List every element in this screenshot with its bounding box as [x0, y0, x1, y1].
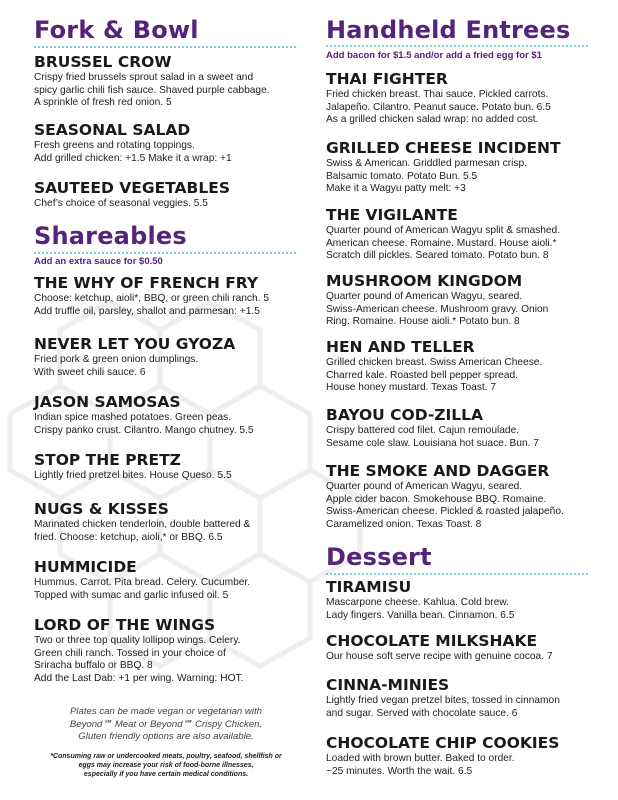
item-description: Crispy fried brussels sprout salad in a sweet and spicy garlic chili fish sauce. Shaved purple cabbage. A sprinkle of fresh red onion. 5	[34, 72, 270, 109]
handheld-note: Add bacon for $1.5 and/or add a fried egg for $1	[326, 50, 542, 61]
menu-item	[34, 53, 270, 110]
menu-item	[34, 558, 250, 602]
item-description: Our house soft serve recipe with genuine cocoa. 7	[326, 651, 553, 662]
item-name: STOP THE PRETZ	[34, 451, 181, 469]
menu-item	[34, 274, 269, 318]
menu-footnotes	[34, 706, 298, 779]
item-name: BAYOU COD-ZILLA	[326, 406, 484, 424]
menu-item	[326, 70, 551, 127]
dessert-divider	[326, 573, 588, 575]
item-name: JASON SAMOSAS	[34, 393, 181, 411]
item-name: HEN AND TELLER	[326, 338, 475, 356]
item-name: HUMMICIDE	[34, 558, 137, 576]
menu-item	[326, 734, 559, 778]
item-description: Fried pork & green onion dumplings. With sweet chili sauce. 6	[34, 354, 199, 378]
shareables-divider	[34, 252, 296, 254]
item-description: Crispy battered cod filet. Cajun remoulade. Sesame cole slaw. Louisiana hot suace. Bun. 7	[326, 425, 539, 449]
item-description: Two or three top quality lollipop wings. Celery. Green chili ranch. Tossed in your choice of Sriracha buffalo or BBQ. 8 Add the Last Dab: +1 per wing. Warning: HOT.	[34, 635, 244, 684]
dessert-heading: Dessert	[326, 543, 432, 571]
menu-item	[34, 179, 230, 211]
food-safety-disclaimer: *Consuming raw or undercooked meats, poultry, seafood, shellfish or eggs may increase your risk of food-borne illnesses, especially if you have certain medical conditions.	[50, 752, 282, 778]
menu-item	[34, 500, 250, 544]
item-name: SEASONAL SALAD	[34, 121, 191, 139]
item-name: THE WHY OF FRENCH FRY	[34, 274, 259, 292]
item-name: TIRAMISU	[326, 578, 412, 596]
item-name: MUSHROOM KINGDOM	[326, 272, 523, 290]
item-name: NUGS & KISSES	[34, 500, 169, 518]
menu-item	[34, 451, 232, 483]
menu-item	[326, 462, 564, 531]
menu-item	[326, 676, 560, 720]
item-name: CINNA-MINIES	[326, 676, 450, 694]
item-description: Lightly fried pretzel bites. House Queso. 5.5	[34, 470, 232, 481]
item-name: THE SMOKE AND DAGGER	[326, 462, 550, 480]
item-description: Indian spice mashed potatoes. Green peas. Crispy panko crust. Cilantro. Mango chutney. 5.5	[34, 412, 254, 436]
item-description: Quarter pound of American Wagyu, seared. Apple cider bacon. Smokehouse BBQ. Romaine. Swiss-American cheese. Pickled & roasted jalapeño. Caramelized onion. Texas Toast. 8	[326, 481, 564, 530]
item-description: Fried chicken breast. Thai sauce. Pickled carrots. Jalapeño. Cilantro. Peanut sauce. Potato bun. 6.5 As a grilled chicken salad wrap: no added cost.	[326, 89, 551, 126]
item-description: Quarter pound of American Wagyu, seared. Swiss-American cheese. Mushroom gravy. Onion Ring. Romaine. House aioli.* Potato bun. 8	[326, 291, 549, 328]
item-description: Swiss & American. Griddled parmesan crisp. Balsamic tomato. Potato Bun. 5.5 Make it a Wagyu patty melt: +3	[326, 158, 527, 195]
item-description: Mascarpone cheese. Kahlua. Cold brew. Lady fingers. Vanilla bean. Cinnamon. 6.5	[326, 597, 515, 621]
item-description: Grilled chicken breast. Swiss American Cheese. Charred kale. Roasted bell pepper spread. House honey mustard. Texas Toast. 7	[326, 357, 543, 394]
menu-item	[326, 578, 514, 622]
item-description: Loaded with brown butter. Baked to order. ~25 minutes. Worth the wait. 6.5	[326, 753, 515, 777]
shareables-note: Add an extra sauce for $0.50	[34, 256, 163, 267]
item-description: Quarter pound of American Wagyu split & smashed. American cheese. Romaine. Mustard. House aioli.* Scratch dill pickles. Seared tomato. Potato bun. 8	[326, 225, 561, 262]
fork-bowl-divider	[34, 46, 296, 48]
item-name: NEVER LET YOU GYOZA	[34, 335, 236, 353]
menu-item	[326, 206, 560, 263]
item-name: THAI FIGHTER	[326, 70, 448, 88]
item-name: CHOCOLATE MILKSHAKE	[326, 632, 538, 650]
item-description: Marinated chicken tenderloin, double battered & fried. Choose: ketchup, aioli,* or BBQ. 6.5	[34, 519, 251, 543]
menu-item	[326, 632, 553, 664]
menu-item	[34, 335, 235, 379]
menu-item	[326, 338, 542, 395]
menu-item	[34, 393, 254, 437]
item-description: Hummus. Carrot. Pita bread. Celery. Cucumber. Topped with sumac and garlic infused oil. 5	[34, 577, 251, 601]
item-name: LORD OF THE WINGS	[34, 616, 216, 634]
item-name: SAUTEED VEGETABLES	[34, 179, 230, 197]
item-description: Choose: ketchup, aioli*, BBQ, or green chili ranch. 5 Add truffle oil, parsley, shallot and parmesan: +1.5	[34, 293, 270, 317]
item-name: BRUSSEL CROW	[34, 53, 172, 71]
vegan-option-note: Plates can be made vegan or vegetarian with Beyond℠ Meat or Beyond℠ Crispy Chicken. Gluten friendly options are also available.	[69, 706, 263, 742]
shareables-heading: Shareables	[34, 222, 187, 250]
item-name: THE VIGILANTE	[326, 206, 458, 224]
menu-item	[326, 272, 548, 329]
item-name: CHOCOLATE CHIP COOKIES	[326, 734, 560, 752]
handheld-entrees-heading: Handheld Entrees	[326, 16, 571, 44]
handheld-divider	[326, 45, 588, 47]
menu-item	[34, 616, 243, 685]
item-description: Chef’s choice of seasonal veggies. 5.5	[34, 198, 208, 209]
item-name: GRILLED CHEESE INCIDENT	[326, 139, 561, 157]
menu-item	[326, 139, 561, 196]
item-description: Lightly fried vegan pretzel bites, tossed in cinnamon and sugar. Served with chocolate sauce. 6	[326, 695, 560, 719]
item-description: Fresh greens and rotating toppings. Add grilled chicken: +1.5 Make it a wrap: +1	[34, 140, 232, 164]
menu-item	[34, 121, 232, 165]
menu-item	[326, 406, 539, 450]
fork-bowl-heading: Fork & Bowl	[34, 16, 199, 44]
